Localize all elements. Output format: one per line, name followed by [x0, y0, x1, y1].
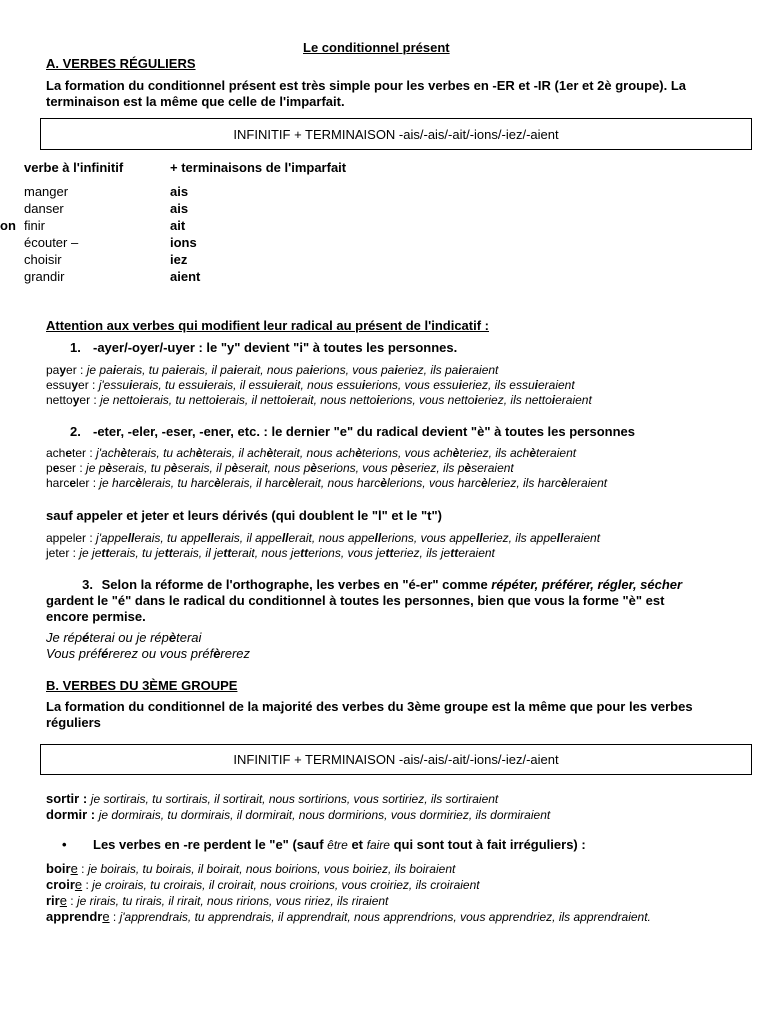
- verb-mark: y: [72, 393, 80, 407]
- example-line: [46, 363, 592, 378]
- dropped-e: e: [102, 909, 110, 924]
- separator: :: [66, 894, 77, 908]
- form-part: erions, vous pa: [312, 363, 395, 377]
- example-line: [46, 446, 607, 461]
- example-line: [46, 531, 600, 546]
- conjugation: je dormirais, tu dormirais, il dormirait, nous dormirions, vous dormiriez, ils dormiraient: [98, 808, 551, 822]
- verb-stem: boir: [46, 861, 71, 876]
- verb-name: sortir :: [46, 791, 91, 806]
- example-line: [46, 476, 607, 491]
- form-part: eriez, ils je: [393, 546, 451, 560]
- verb-suffix: ler :: [76, 476, 100, 490]
- verb-cell: danser: [24, 201, 64, 216]
- col-header-ending: + terminaisons de l'imparfait: [170, 160, 347, 175]
- verb-cell: finir: [24, 218, 45, 233]
- conjugation: je boirais, tu boirais, il boirait, nous boirions, vous boiriez, ils boiraient: [87, 862, 456, 876]
- form-part: j'appe: [96, 531, 128, 545]
- rule1-examples: [46, 363, 592, 408]
- attention-heading: Attention aux verbes qui modifient leur radical au présent de l'indicatif :: [46, 318, 490, 333]
- form-part: lerait, nous harc: [294, 476, 381, 490]
- verb-cell: grandir: [24, 269, 65, 284]
- verb-stem: apprendr: [46, 909, 103, 924]
- form-part: erais, il appe: [213, 531, 282, 545]
- form-part: seriez, ils p: [404, 461, 465, 475]
- dropped-e: e: [70, 861, 78, 876]
- verb-mark: e: [69, 476, 77, 490]
- verb-mark: y: [59, 363, 67, 377]
- form-part: serions, vous p: [316, 461, 398, 475]
- form-part: erais, tu pa: [116, 363, 176, 377]
- form-mark: i: [175, 363, 179, 377]
- form-part: erions, vous netto: [379, 393, 475, 407]
- form-mark: è: [231, 461, 239, 475]
- form-mark: ll: [475, 531, 483, 545]
- rule3-text-ital: répéter, préférer, régler, sécher: [491, 577, 683, 592]
- sauf-heading: sauf appeler et jeter et leurs dérivés (qui doublent le "l" et le "t"): [46, 508, 442, 523]
- form-mark: è: [195, 446, 203, 460]
- form-part: lerais, tu harc: [142, 476, 215, 490]
- verb-stem: harc: [46, 476, 70, 490]
- form-mark: i: [286, 393, 291, 407]
- verb-cell: choisir: [24, 252, 62, 267]
- verb-name: appeler :: [46, 531, 97, 545]
- rule1-text: -ayer/-oyer/-uyer : le "y" devient "i" à toutes les personnes.: [93, 340, 458, 355]
- form-mark: i: [474, 393, 478, 407]
- form-mark: tt: [164, 546, 173, 560]
- form-mark: è: [170, 461, 178, 475]
- rule2-number: 2.: [70, 424, 81, 439]
- section-a-formula-box: [40, 118, 752, 150]
- form-part: j'essu: [98, 378, 130, 392]
- form-mark: i: [394, 363, 398, 377]
- verb-stem: pa: [46, 363, 60, 377]
- form-mark: è: [464, 461, 472, 475]
- form-part: je pa: [86, 363, 113, 377]
- ending-cell: aient: [170, 269, 201, 284]
- form-part: erait, nous pa: [236, 363, 310, 377]
- form-mark: i: [361, 378, 366, 392]
- verb-stem: netto: [46, 393, 73, 407]
- example-line: [46, 861, 696, 877]
- form-mark: i: [458, 378, 462, 392]
- formula-text: INFINITIF + TERMINAISON -ais/-ais/-ait/-ions/-iez/-aient: [233, 126, 559, 142]
- example-line: [46, 877, 696, 893]
- form-mark: tt: [223, 546, 232, 560]
- form-part: rerez: [220, 646, 251, 661]
- verb-suffix: ter :: [72, 446, 97, 460]
- form-part: terai: [176, 630, 202, 645]
- verb-stem: p: [46, 461, 53, 475]
- form-mark: i: [273, 378, 278, 392]
- form-mark: i: [309, 363, 313, 377]
- form-part: erais, tu netto: [142, 393, 216, 407]
- form-part: eraient: [461, 363, 499, 377]
- example-line: [46, 909, 696, 925]
- form-mark: è: [380, 476, 387, 490]
- form-mark: i: [215, 393, 219, 407]
- form-part: serait, nous p: [238, 461, 311, 475]
- form-mark: è: [529, 446, 537, 460]
- form-mark: i: [458, 363, 462, 377]
- form-mark: è: [168, 630, 177, 645]
- form-mark: tt: [300, 546, 309, 560]
- verb-name: jeter :: [46, 546, 80, 560]
- form-part: erais, il je: [172, 546, 224, 560]
- example-line: [46, 791, 550, 807]
- form-part: serais, il p: [177, 461, 232, 475]
- example-line: [46, 646, 250, 662]
- form-part: erais, tu je: [109, 546, 165, 560]
- form-part: j'ach: [96, 446, 121, 460]
- conjugation: je sortirais, tu sortirais, il sortirait, nous sortirions, vous sortiriez, ils sortiraient: [90, 792, 499, 806]
- form-mark: é: [101, 646, 109, 661]
- form-part: seraient: [471, 461, 514, 475]
- formula-text: INFINITIF + TERMINAISON -ais/-ais/-ait/-ions/-iez/-aient: [233, 752, 559, 767]
- separator: :: [77, 862, 88, 876]
- sauf-examples: [46, 531, 600, 561]
- form-part: terait, nous ach: [273, 446, 356, 460]
- form-part: terai ou je rép: [89, 630, 169, 645]
- dropped-e: e: [74, 877, 83, 892]
- conjugation: [87, 363, 499, 377]
- form-mark: è: [135, 476, 143, 490]
- conjugation: [79, 546, 495, 560]
- form-part: erais, il netto: [218, 393, 287, 407]
- form-mark: è: [213, 646, 221, 661]
- verb-suffix: er :: [78, 378, 99, 392]
- section-b-formula-box: [40, 744, 752, 775]
- conjugation: je rirais, tu rirais, il rirait, nous ririons, vous ririez, ils riraient: [76, 894, 389, 908]
- form-part: serais, tu p: [112, 461, 171, 475]
- form-part: Vous préf: [46, 646, 102, 661]
- section-b-examples: [46, 791, 550, 823]
- verb-stem: rir: [46, 893, 60, 908]
- conjugation: [99, 378, 575, 392]
- dropped-e: e: [59, 893, 67, 908]
- form-mark: è: [355, 446, 362, 460]
- form-part: eriez, ils pa: [397, 363, 459, 377]
- example-line: [46, 893, 696, 909]
- form-mark: è: [397, 461, 405, 475]
- section-a-intro: La formation du conditionnel présent est très simple pour les verbes en -ER et -IR (1er et 2è groupe). La terminaison est la même que celle de l'imparfait.: [46, 78, 687, 109]
- example-line: [46, 630, 250, 646]
- rule3-text-a: Selon la réforme de l'orthographe, les verbes en "é-er" comme: [101, 577, 492, 592]
- ending-cell: ait: [170, 218, 186, 233]
- form-mark: i: [534, 378, 538, 392]
- form-mark: ll: [374, 531, 382, 545]
- form-mark: i: [551, 393, 556, 407]
- form-mark: i: [203, 378, 208, 392]
- form-part: je je: [79, 546, 102, 560]
- form-part: erions, vous je: [308, 546, 386, 560]
- form-part: erais, tu essu: [132, 378, 204, 392]
- verb-suffix: er :: [66, 363, 87, 377]
- section-a-heading: A. VERBES RÉGULIERS: [46, 56, 196, 71]
- verb-stem: essu: [46, 378, 72, 392]
- form-part: teraient: [536, 446, 577, 460]
- form-mark: i: [233, 363, 237, 377]
- separator: :: [109, 910, 120, 924]
- conjugation: [100, 393, 592, 407]
- form-part: erions, vous appe: [381, 531, 476, 545]
- form-mark: é: [82, 630, 90, 645]
- form-part: je netto: [100, 393, 140, 407]
- ending-cell: iez: [170, 252, 188, 267]
- rule3-number: 3.: [82, 577, 93, 592]
- form-mark: ll: [127, 531, 135, 545]
- example-line: [46, 461, 607, 476]
- form-mark: i: [112, 363, 117, 377]
- ending-cell: ions: [170, 235, 197, 250]
- form-mark: i: [129, 378, 133, 392]
- form-part: eraient: [537, 378, 575, 392]
- form-part: lerions, vous harc: [386, 476, 481, 490]
- example-line: [46, 546, 600, 561]
- form-mark: ll: [281, 531, 289, 545]
- form-part: rerez ou vous préf: [108, 646, 214, 661]
- section-b-heading: B. VERBES DU 3ÈME GROUPE: [46, 678, 238, 693]
- form-part: erais, il essu: [207, 378, 274, 392]
- form-mark: è: [105, 461, 113, 475]
- form-mark: è: [288, 476, 295, 490]
- form-mark: è: [452, 446, 460, 460]
- verb-mark: e: [52, 461, 60, 475]
- side-label: on: [0, 218, 16, 233]
- form-part: eraient: [555, 393, 592, 407]
- conjugation: [96, 531, 600, 545]
- bullet-dot: •: [62, 837, 67, 852]
- form-part: je p: [86, 461, 106, 475]
- rule2-text: -eter, -eler, -eser, -ener, etc. : le dernier "e" du radical devient "è" à toutes les personnes: [93, 424, 635, 439]
- conjugation: je croirais, tu croirais, il croirait, nous croirions, vous croiriez, ils croiraient: [92, 878, 480, 892]
- rule3-examples: [46, 630, 250, 662]
- form-part: erait, nous essu: [277, 378, 362, 392]
- form-part: lerais, il harc: [220, 476, 289, 490]
- form-part: eriez, ils appe: [482, 531, 557, 545]
- form-part: teriez, ils ach: [459, 446, 530, 460]
- form-part: terions, vous ach: [361, 446, 453, 460]
- form-part: je harc: [99, 476, 136, 490]
- form-mark: tt: [450, 546, 459, 560]
- form-part: erions, vous essu: [365, 378, 459, 392]
- rule3-text-b: gardent le "é" dans le radical du conditionnel à toutes les personnes, bien que vous la forme "è" est encore permise.: [46, 593, 665, 624]
- form-mark: ll: [556, 531, 564, 545]
- form-mark: i: [376, 393, 380, 407]
- form-part: terais, il ach: [202, 446, 267, 460]
- example-line: [46, 393, 592, 408]
- form-mark: è: [120, 446, 128, 460]
- conjugation: [99, 476, 607, 490]
- conjugation: j'apprendrais, tu apprendrais, il apprendrait, nous apprendrions, vous apprendriez, ils apprendraient.: [119, 910, 651, 924]
- example-line: [46, 378, 592, 393]
- rule3: [46, 577, 706, 625]
- form-mark: è: [480, 476, 488, 490]
- verb-name: dormir :: [46, 807, 99, 822]
- form-part: erait, nous appe: [288, 531, 375, 545]
- ending-cell: ais: [170, 184, 189, 199]
- separator: :: [82, 878, 93, 892]
- col-header-verb: verbe à l'infinitif: [24, 160, 124, 175]
- rule1-number: 1.: [70, 340, 81, 355]
- form-mark: i: [139, 393, 143, 407]
- form-part: eraient: [458, 546, 495, 560]
- conjugation: [96, 446, 576, 460]
- re-examples: [46, 861, 696, 925]
- verb-cell: écouter –: [24, 235, 79, 250]
- verb-suffix: ser :: [59, 461, 87, 475]
- verb-mark: y: [71, 378, 79, 392]
- form-part: erais, tu appe: [134, 531, 208, 545]
- conjugation: [86, 461, 514, 475]
- verb-stem: ach: [46, 446, 66, 460]
- form-mark: tt: [385, 546, 394, 560]
- page-title: Le conditionnel présent: [303, 40, 450, 55]
- form-part: leriez, ils harc: [487, 476, 562, 490]
- form-part: eraient: [563, 531, 601, 545]
- ending-cell: ais: [170, 201, 189, 216]
- verb-stem: croir: [46, 877, 75, 892]
- form-part: eriez, ils essu: [461, 378, 535, 392]
- form-part: Je rép: [46, 630, 83, 645]
- verb-suffix: er :: [79, 393, 101, 407]
- form-part: erait, nous je: [231, 546, 301, 560]
- form-part: erais, il pa: [178, 363, 234, 377]
- verb-mark: e: [65, 446, 73, 460]
- form-part: erait, nous netto: [290, 393, 377, 407]
- rule2-examples: [46, 446, 607, 491]
- form-part: terais, tu ach: [127, 446, 196, 460]
- section-b-intro: La formation du conditionnel de la majorité des verbes du 3ème groupe est la même que pour les verbes réguliers: [46, 699, 693, 730]
- verb-cell: manger: [24, 184, 69, 199]
- form-mark: è: [266, 446, 274, 460]
- form-mark: è: [561, 476, 568, 490]
- form-mark: è: [214, 476, 221, 490]
- form-mark: è: [310, 461, 317, 475]
- bullet-re-text: Les verbes en -re perdent le "e" (sauf être et faire qui sont tout à fait irréguliers) :: [93, 837, 586, 852]
- form-part: leraient: [567, 476, 608, 490]
- form-mark: tt: [101, 546, 110, 560]
- form-part: eriez, ils netto: [477, 393, 552, 407]
- form-mark: ll: [207, 531, 214, 545]
- example-line: [46, 807, 550, 823]
